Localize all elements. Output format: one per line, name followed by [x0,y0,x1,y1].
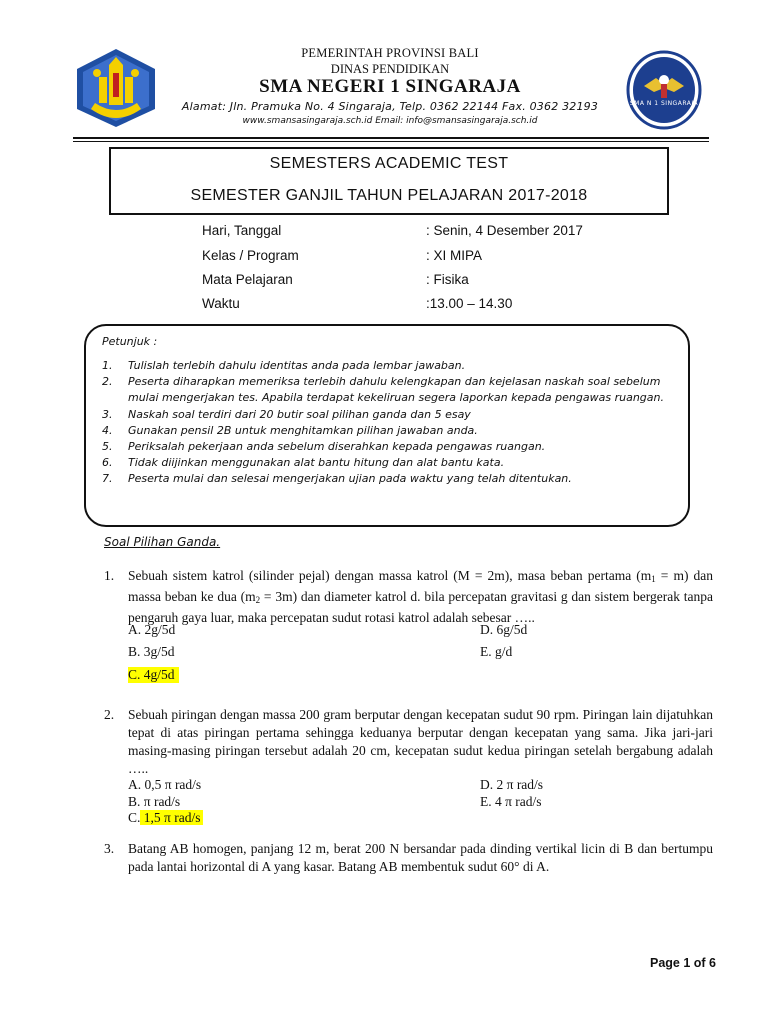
answer-option-b: B. 3g/5d [128,644,175,659]
info-value-subject: : Fisika [426,272,469,287]
question-number: 2. [104,707,115,722]
answer-option-a: A. 2g/5d [128,622,176,637]
question-text-part: Sebuah sistem katrol (silinder pejal) dengan massa katrol (M = 2m), masa beban pertama (m [128,568,652,583]
answer-option-e: E. 4 π rad/s [480,794,542,809]
instructions-list [102,358,674,488]
section-heading: Soal Pilihan Ganda. [104,535,221,549]
answer-option-d: D. 2 π rad/s [480,777,544,792]
list-item-text: Peserta mulai dan selesai mengerjakan ujian pada waktu yang telah ditentukan. [128,472,572,486]
list-item [102,358,674,374]
exam-title-box [109,147,669,215]
list-item-number: 2. [102,375,113,389]
question-text: Sebuah piringan dengan massa 200 gram berputar dengan kecepatan sudut 90 rpm. Piringan lain dijatuhkan tepat di atas piringan pertama sehingga keduanya berputar dengan kecepatan yang sama. Jika jari-jari masing-masing piringan tersebut adalah 20 cm, kecepatan sudut kedua piringan setelah bergabung adalah ….. [128,707,713,776]
list-item [102,471,674,487]
option-letter: C. [128,810,141,825]
question-number: 3. [104,841,115,856]
answer-option-c [128,810,203,826]
list-item [102,423,674,439]
list-item-number: 1. [102,359,113,372]
list-item [102,407,674,423]
info-label-time: Waktu [202,296,240,311]
list-item [102,439,674,455]
answer-option-a: A. 0,5 π rad/s [128,777,202,792]
school-logo-text: SMA N 1 SINGARAJA [629,100,699,107]
info-value-class: : XI MIPA [426,248,483,263]
header-rule-thin [73,141,709,142]
header-rule-thick [73,137,709,139]
question-number: 1. [104,568,115,583]
list-item-text: Tidak diijinkan menggunakan alat bantu hitung dan alat bantu kata. [128,456,505,470]
subscript: 2 [255,595,261,605]
answer-option-c-highlighted: C. 4g/5d [128,667,179,683]
instructions-box [84,324,690,527]
info-label-class: Kelas / Program [202,248,299,263]
answer-option-d: D. 6g/5d [480,622,528,637]
school-emblem-icon [624,50,704,130]
list-item-number: 6. [102,456,113,470]
list-item-text: Tulislah terlebih dahulu identitas anda pada lembar jawaban. [128,359,466,372]
header-department: DINAS PENDIDIKAN [330,62,450,76]
header-school-name: SMA NEGERI 1 SINGARAJA [259,76,521,97]
info-label-date: Hari, Tanggal [202,223,282,238]
list-item-number: 4. [102,423,113,437]
bali-crest-icon [75,47,157,129]
exam-subtitle: SEMESTER GANJIL TAHUN PELAJARAN 2017-2018 [190,187,588,204]
header-government: PEMERINTAH PROVINSI BALI [301,46,479,60]
instructions-title: Petunjuk : [102,335,158,348]
header-web-email: www.smansasingaraja.sch.id Email: info@smansasingaraja.sch.id [242,116,538,126]
school-logo [624,50,704,130]
list-item-number: 7. [102,472,113,486]
list-item-text: Naskah soal terdiri dari 20 butir soal pilihan ganda dan 5 esay [128,407,471,421]
subscript: 1 [651,574,656,584]
list-item-number: 3. [102,407,113,421]
question-text-part: = m) dan massa beban ke dua (m [128,568,713,604]
option-value-highlighted: 1,5 π rad/s [140,810,203,825]
list-item-text: Peserta diharapkan memeriksa terlebih dahulu kelengkapan dan kejelasan naskah soal sebelum mulai mengerjakan tes. Apabila terdapat kekeliruan segera laporkan kepada pengawas ruangan. [128,375,664,405]
answer-option-b: B. π rad/s [128,794,181,809]
question-text-part: = 3m) dan diameter katrol d. bila percepatan gravitasi g dan sistem bergerak tanpa pengaruh gaya luar, maka percepatan sudut rotasi katrol adalah sebesar ….. [128,589,713,625]
bali-province-logo [75,47,157,129]
list-item [102,455,674,471]
question-text: Batang AB homogen, panjang 12 m, berat 200 N bersandar pada dinding vertikal licin di B dan bertumpu pada lantai horizontal di A yang kasar. Batang AB membentuk sudut 60° di A. [128,841,713,874]
list-item-text: Gunakan pensil 2B untuk menghitamkan pilihan jawaban anda. [128,423,478,437]
question-text [128,567,713,627]
page-number: Page 1 of 6 [650,956,716,970]
info-value-date: : Senin, 4 Desember 2017 [426,223,583,238]
list-item-number: 5. [102,440,113,454]
list-item-text: Periksalah pekerjaan anda sebelum diserahkan kepada pengawas ruangan. [128,440,546,454]
answer-option-e: E. g/d [480,644,513,659]
list-item [102,374,674,406]
header-address: Alamat: Jln. Pramuka No. 4 Singaraja, Telp. 0362 22144 Fax. 0362 32193 [181,100,599,113]
exam-title: SEMESTERS ACADEMIC TEST [269,155,509,172]
info-label-subject: Mata Pelajaran [202,272,293,287]
info-value-time: :13.00 – 14.30 [426,296,513,311]
